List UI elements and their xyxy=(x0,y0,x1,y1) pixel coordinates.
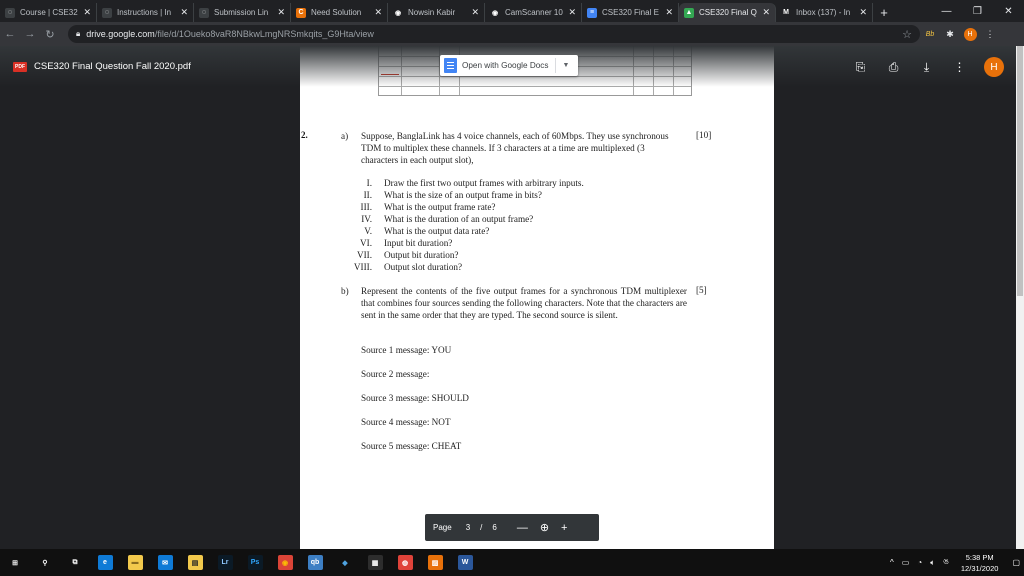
back-icon[interactable]: ← xyxy=(4,28,16,40)
subquestion-text: What is the duration of an output frame? xyxy=(384,214,534,224)
restore-icon[interactable]: ❐ xyxy=(973,5,982,17)
omnibox[interactable] xyxy=(68,25,920,43)
subquestion-text: Input bit duration? xyxy=(384,238,453,248)
taskbar-app[interactable] xyxy=(270,549,300,576)
ext-label: Bb xyxy=(925,30,935,38)
taskbar-app[interactable] xyxy=(30,549,60,576)
mail-icon: ✉ xyxy=(158,555,173,570)
subquestion-numeral: II. xyxy=(363,190,372,200)
photoshop-icon: Ps xyxy=(248,555,263,570)
browser-tab[interactable] xyxy=(679,3,776,22)
clock-date: 12/31/2020 xyxy=(960,563,999,573)
reload-icon[interactable]: ↻ xyxy=(45,28,55,41)
close-tab-icon[interactable]: ✕ xyxy=(180,7,188,17)
volume-icon[interactable]: 🔈︎ xyxy=(930,557,936,567)
taskbar-app[interactable] xyxy=(360,549,390,576)
subquestion-numeral: VII. xyxy=(356,250,372,260)
browser-tab[interactable] xyxy=(485,3,582,22)
pdf-viewer xyxy=(0,46,1016,549)
close-tab-icon[interactable]: ✕ xyxy=(277,7,285,17)
clock-time: 5:38 PM xyxy=(965,552,994,562)
language-icon[interactable]: ঙ xyxy=(943,557,949,566)
browser-tab[interactable] xyxy=(0,3,97,22)
taskbar-app[interactable] xyxy=(390,549,420,576)
calculator-icon: ▦ xyxy=(368,555,383,570)
search-icon: ⚲ xyxy=(42,559,48,567)
photos-icon: ▨ xyxy=(428,555,443,570)
part-b-marks: [5] xyxy=(696,285,707,295)
url-text xyxy=(86,29,374,39)
file-explorer-icon: ▬ xyxy=(128,555,143,570)
tab-title: Instructions | In xyxy=(117,8,172,17)
windows-start-icon: ⊞ xyxy=(12,559,18,567)
page-navigation xyxy=(425,514,599,541)
close-tab-icon[interactable]: ✕ xyxy=(374,7,382,17)
profile-avatar[interactable] xyxy=(960,28,980,41)
question-number: 2. xyxy=(301,130,308,140)
taskbar-app[interactable] xyxy=(450,549,480,576)
network-icon[interactable]: ◔ xyxy=(917,558,923,567)
forward-icon[interactable]: → xyxy=(24,28,36,40)
subquestion-text: What is the size of an output frame in bits? xyxy=(384,190,542,200)
profile-initial: H xyxy=(964,28,977,41)
taskbar-app[interactable] xyxy=(60,549,90,576)
close-tab-icon[interactable]: ✕ xyxy=(665,7,673,17)
tab-favicon-icon: ◉ xyxy=(491,9,499,17)
more-actions-icon[interactable]: ⋮ xyxy=(953,60,966,74)
taskbar-app[interactable] xyxy=(150,549,180,576)
taskbar-app[interactable] xyxy=(300,549,330,576)
subquestion-numeral: V. xyxy=(364,226,372,236)
task-view-icon: ⧉ xyxy=(72,558,78,566)
url-host: drive.google.com xyxy=(86,29,155,39)
qbittorrent-icon: qb xyxy=(308,555,323,570)
subquestion-text: Draw the first two output frames with arbitrary inputs. xyxy=(384,178,584,188)
close-tab-icon[interactable]: ✕ xyxy=(471,7,479,17)
google-docs-icon xyxy=(444,58,457,73)
add-to-drive-icon[interactable]: ⎘ xyxy=(855,59,866,74)
tab-title: CSE320 Final E xyxy=(602,8,659,17)
subquestion-numeral: VIII. xyxy=(353,262,372,272)
part-b-text: Represent the contents of the five output frames for a synchronous TDM multiplexer that combines four sources sending the following characters. Note that the characters are sent in the same order that they are typed. The second source is silent. xyxy=(361,286,687,320)
shield-app-icon: ◆ xyxy=(342,559,348,567)
tab-favicon-icon: ▲ xyxy=(685,9,693,16)
subquestion-text: Output slot duration? xyxy=(384,262,463,272)
notifications-icon[interactable]: ▢ xyxy=(1012,558,1020,567)
source-line: Source 3 message: SHOULD xyxy=(361,393,469,403)
tab-favicon-icon: M xyxy=(781,8,791,18)
zoom-in-icon[interactable]: + xyxy=(561,521,568,534)
open-with-label: Open with Google Docs xyxy=(462,61,549,70)
battery-icon[interactable]: ▭ xyxy=(901,558,910,567)
browser-tab[interactable] xyxy=(291,3,388,22)
tab-favicon-icon: ◉ xyxy=(394,9,402,17)
divider xyxy=(555,58,556,73)
zoom-fit-icon[interactable]: ⊕ xyxy=(539,522,550,534)
close-tab-icon[interactable]: ✕ xyxy=(83,7,91,17)
url-path: /file/d/1Oueko8vaR8NBkwLmgNRSmkqits_G9Hta/view xyxy=(154,29,374,39)
browser-tab[interactable] xyxy=(97,3,194,22)
tab-title: Submission Lin xyxy=(214,8,269,17)
zoom-out-icon[interactable]: — xyxy=(516,521,528,534)
source-line: Source 1 message: YOU xyxy=(361,345,452,355)
subquestion-numeral: I. xyxy=(366,178,372,188)
open-with-google-docs-button[interactable] xyxy=(440,55,578,76)
source-line: Source 2 message: xyxy=(361,369,430,379)
part-a-label: a) xyxy=(341,131,349,141)
subquestion-item xyxy=(348,177,584,189)
edge-icon: e xyxy=(98,555,113,570)
tray-chevron-icon[interactable]: ^ xyxy=(890,558,894,567)
browser-tab[interactable] xyxy=(388,3,485,22)
browser-tab[interactable] xyxy=(582,3,679,22)
chevron-down-icon[interactable]: ▼ xyxy=(562,62,570,69)
window-controls xyxy=(931,0,1024,22)
minimize-icon[interactable]: — xyxy=(941,5,952,17)
taskbar-app[interactable] xyxy=(210,549,240,576)
subquestion-text: Output bit duration? xyxy=(384,250,459,260)
new-tab-button[interactable]: + xyxy=(880,5,888,20)
page-label: Page xyxy=(433,523,452,532)
subquestion-numeral: VI. xyxy=(360,238,372,248)
taskbar-app[interactable] xyxy=(180,549,210,576)
browser-menu-icon[interactable]: ⋮ xyxy=(985,28,995,39)
subquestion-numeral: III. xyxy=(360,202,372,212)
subquestion-item xyxy=(348,225,584,237)
tab-favicon-icon: ◌ xyxy=(5,8,15,18)
subquestion-list xyxy=(348,177,584,273)
tab-favicon-icon: ◌ xyxy=(199,8,209,18)
pdf-page xyxy=(300,46,774,549)
subquestion-item xyxy=(348,261,584,273)
close-tab-icon[interactable]: ✕ xyxy=(859,7,867,17)
browser-tab[interactable] xyxy=(194,3,291,22)
taskbar-app[interactable] xyxy=(0,549,30,576)
file-title: CSE320 Final Question Fall 2020.pdf xyxy=(34,61,191,72)
browser-tab[interactable] xyxy=(776,3,873,22)
taskbar-app[interactable] xyxy=(420,549,450,576)
pdf-file-icon: PDF xyxy=(15,63,25,70)
viewer-actions xyxy=(844,57,1004,77)
system-tray xyxy=(886,552,1024,574)
subquestion-item xyxy=(348,189,584,201)
chrome-icon: ◉ xyxy=(278,555,293,570)
subquestion-item xyxy=(348,213,584,225)
subquestion-numeral: IV. xyxy=(361,214,372,224)
taskbar-app[interactable] xyxy=(90,549,120,576)
store-icon: ▤ xyxy=(188,555,203,570)
taskbar-app[interactable] xyxy=(330,549,360,576)
tab-favicon-icon: C xyxy=(296,8,306,18)
tab-strip xyxy=(0,0,1024,22)
close-window-icon[interactable]: ✕ xyxy=(1004,5,1013,17)
total-pages: 6 xyxy=(492,523,497,532)
lightroom-icon: Lr xyxy=(218,555,233,570)
close-tab-icon[interactable]: ✕ xyxy=(762,7,770,17)
clock[interactable] xyxy=(961,552,999,574)
scrollbar-thumb[interactable] xyxy=(1017,46,1023,296)
subquestion-text: What is the output frame rate? xyxy=(384,202,496,212)
viewer-header xyxy=(0,46,1016,87)
subquestion-text: What is the output data rate? xyxy=(384,226,490,236)
subquestion-item xyxy=(348,237,584,249)
download-icon[interactable]: ⤓ xyxy=(923,59,930,74)
source-line: Source 4 message: NOT xyxy=(361,417,451,427)
subquestion-item xyxy=(348,249,584,261)
tab-title: Inbox (137) - In xyxy=(796,8,851,17)
close-tab-icon[interactable]: ✕ xyxy=(568,7,576,17)
account-avatar[interactable]: H xyxy=(984,57,1004,77)
camera-app-icon: ◍ xyxy=(398,555,413,570)
part-b-label: b) xyxy=(341,286,349,296)
part-a-text: Suppose, BanglaLink has 4 voice channels, each of 60Mbps. They use synchronous TDM to multiplex these channels. If 3 characters at a time are multiplexed (3 characters in each output slot), xyxy=(361,131,669,165)
taskbar-app[interactable] xyxy=(120,549,150,576)
print-icon[interactable]: ⎙ xyxy=(888,59,899,74)
subquestion-item xyxy=(348,201,584,213)
tab-title: CamScanner 10 xyxy=(505,8,563,17)
address-bar-row xyxy=(0,22,1024,46)
word-icon: W xyxy=(458,555,473,570)
taskbar-app[interactable] xyxy=(240,549,270,576)
taskbar-apps xyxy=(0,549,480,576)
blackboard-extension-icon[interactable] xyxy=(920,31,940,38)
tab-title: CSE320 Final Q xyxy=(699,8,757,17)
tab-favicon-icon: ◌ xyxy=(102,8,112,18)
lock-icon: 🔒︎ xyxy=(76,29,81,38)
current-page-input[interactable]: 3 xyxy=(465,523,471,532)
tab-title: Nowsin Kabir xyxy=(408,8,456,17)
viewer-scrollbar[interactable] xyxy=(1016,46,1024,549)
source-line: Source 5 message: CHEAT xyxy=(361,441,462,451)
extensions-puzzle-icon[interactable]: ✱ xyxy=(946,28,954,39)
bookmark-star-icon[interactable]: ☆ xyxy=(902,28,912,41)
tab-favicon-icon: ≡ xyxy=(587,8,597,18)
tab-title: Need Solution xyxy=(311,8,362,17)
part-a-marks: [10] xyxy=(696,130,712,140)
tab-title: Course | CSE32 xyxy=(20,8,78,17)
windows-taskbar xyxy=(0,549,1024,576)
page-separator: / xyxy=(480,523,483,532)
